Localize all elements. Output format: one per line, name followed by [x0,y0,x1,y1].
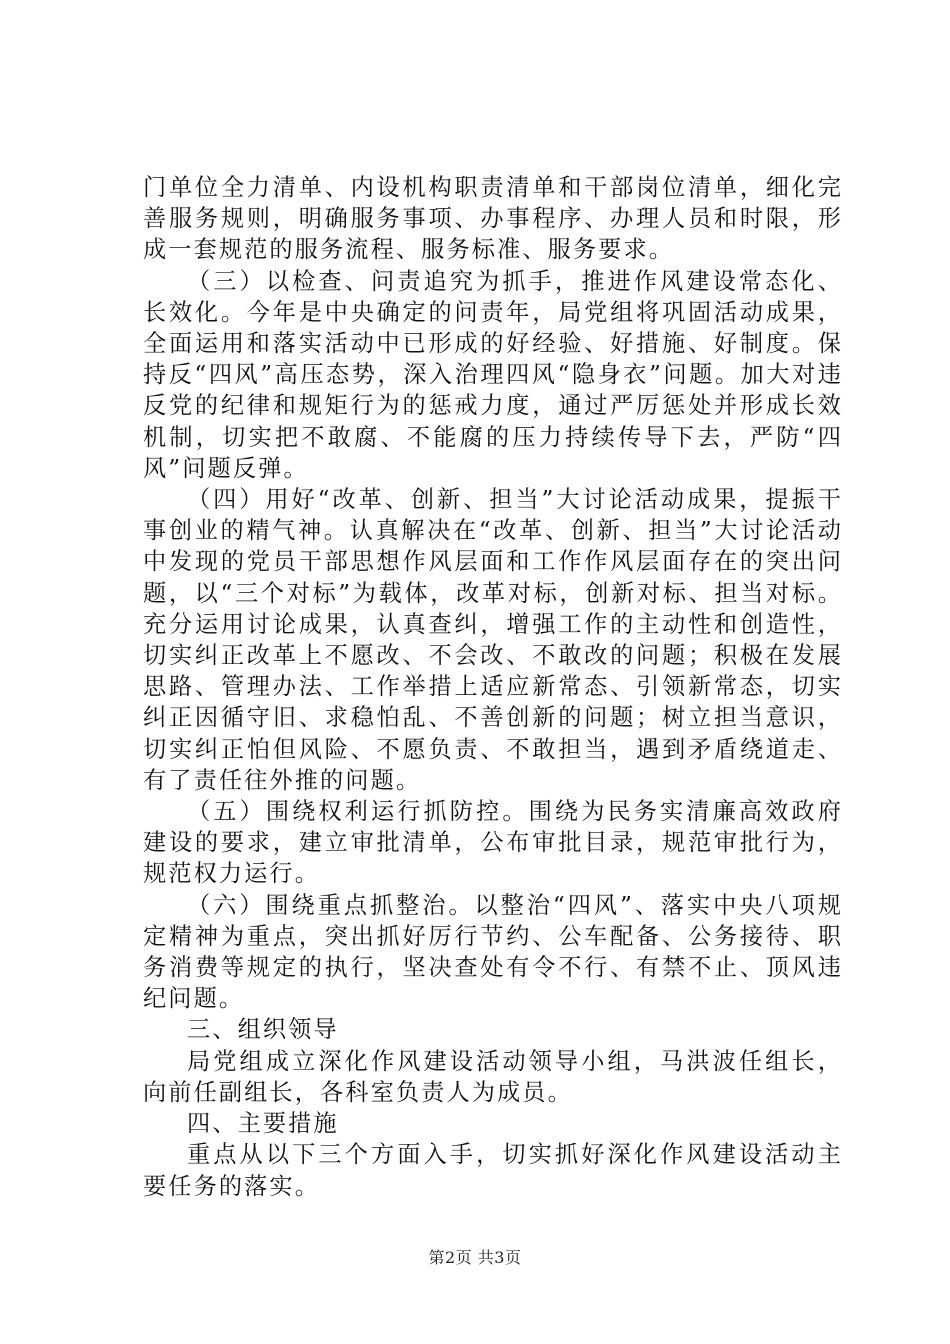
page-number-footer: 第2页 共3页 [428,1248,522,1267]
paragraph-item-six: （六）围绕重点抓整治。以整治“四风”、落实中央八项规定精神为重点，突出抓好厉行节约、公车配备、公务接待、职务消费等规定的执行，坚决查处有令不行、有禁不止、顶风违纪问题。 [143,891,843,1013]
paragraph-organization: 局党组成立深化作风建设活动领导小组，马洪波任组长，向前任副组长，各科室负责人为成员。 [143,1047,843,1106]
paragraph-item-five: （五）围绕权利运行抓防控。围绕为民务实清廉高效政府建设的要求，建立审批清单，公布审批目录，规范审批行为，规范权力运行。 [143,798,843,888]
paragraph-item-four: （四）用好“改革、创新、担当”大讨论活动成果，提振干事创业的精气神。认真解决在“改革、创新、担当”大讨论活动中发现的党员干部思想作风层面和工作作风层面存在的突出问题，以“三个对标”为载体，改革对标，创新对标、担当对标。充分运用讨论成果，认真查纠，增强工作的主动性和创造性，切实纠正改革上不愿改、不会改、不敢改的问题；积极在发展思路、管理办法、工作举措上适应新常态、引领新常态，切实纠正因循守旧、求稳怕乱、不善创新的问题；树立担当意识，切实纠正怕但风险、不愿负责、不敢担当，遇到矛盾绕道走、有了责任往外推的问题。 [143,486,843,794]
paragraph-item-three: （三）以检查、问责追究为抓手，推进作风建设常态化、长效化。今年是中央确定的问责年，局党组将巩固活动成果，全面运用和落实活动中已形成的好经验、好措施、好制度。保持反“四风”高压态势，深入治理四风“隐身衣”问题。加大对违反党的纪律和规矩行为的惩戒力度，通过严厉惩处并形成长效机制，切实把不敢腐、不能腐的压力持续传导下去，严防“四风”问题反弹。 [143,267,843,482]
paragraph-continuation: 门单位全力清单、内设机构职责清单和干部岗位清单，细化完善服务规则，明确服务事项、办事程序、办理人员和时限，形成一套规范的服务流程、服务标准、服务要求。 [143,174,843,264]
section-heading-measures: 四、主要措施 [187,1110,339,1138]
section-heading-organization: 三、组织领导 [187,1016,339,1044]
document-body [143,172,843,1202]
paragraph-measures: 重点从以下三个方面入手，切实抓好深化作风建设活动主要任务的落实。 [143,1141,843,1200]
